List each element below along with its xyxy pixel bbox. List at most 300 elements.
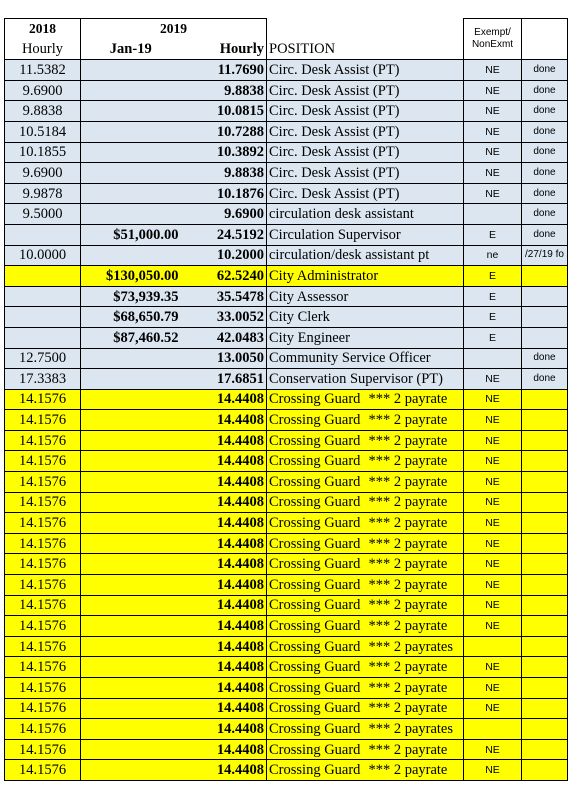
hourly-2019-cell[interactable]: 14.4408 [181, 513, 267, 534]
position-cell[interactable] [267, 513, 464, 534]
table-row [5, 245, 568, 266]
exempt-status-cell[interactable]: NE [464, 513, 522, 534]
table-row [5, 719, 568, 740]
completion-status-cell[interactable] [522, 554, 568, 575]
hourly-2019-cell[interactable]: 14.4408 [181, 554, 267, 575]
jan19-salary-cell[interactable] [81, 142, 181, 163]
exempt-status-cell[interactable]: NE [464, 595, 522, 616]
position-name: City Engineer [269, 329, 350, 346]
position-name: Circ. Desk Assist (PT) [269, 82, 400, 99]
hourly-2018-cell[interactable]: 14.1576 [5, 430, 81, 451]
completion-status-cell[interactable]: done [522, 183, 568, 204]
position-cell[interactable] [267, 369, 464, 390]
payrate-note: *** 2 payrate [368, 762, 448, 779]
position-name: Circ. Desk Assist (PT) [269, 144, 400, 161]
position-cell[interactable] [267, 348, 464, 369]
hourly-2018-cell[interactable]: 10.1855 [5, 142, 81, 163]
table-row [5, 575, 568, 596]
completion-status-cell[interactable] [522, 595, 568, 616]
jan19-salary-cell[interactable]: $130,050.00 [81, 266, 181, 287]
hourly-2018-cell[interactable]: 14.1576 [5, 760, 81, 781]
completion-status-cell[interactable] [522, 575, 568, 596]
position-name: Crossing Guard [269, 391, 361, 408]
jan19-salary-cell[interactable] [81, 80, 181, 101]
hourly-2019-cell[interactable]: 14.4408 [181, 575, 267, 596]
exempt-status-cell[interactable]: NE [464, 472, 522, 493]
position-name: Crossing Guard [269, 576, 361, 593]
position-cell[interactable] [267, 286, 464, 307]
hourly-2018-cell[interactable]: 9.8838 [5, 101, 81, 122]
position-cell[interactable] [267, 389, 464, 410]
completion-status-cell[interactable] [522, 533, 568, 554]
position-name: Circulation Supervisor [269, 226, 401, 243]
completion-status-cell[interactable] [522, 472, 568, 493]
hourly-2019-cell[interactable]: 14.4408 [181, 678, 267, 699]
jan19-salary-cell[interactable] [81, 163, 181, 184]
position-cell[interactable] [267, 554, 464, 575]
table-row [5, 183, 568, 204]
hourly-2019-cell[interactable]: 14.4408 [181, 389, 267, 410]
exempt-header-text: Exempt/ NonExmt [471, 27, 514, 51]
jan19-salary-cell[interactable] [81, 616, 181, 637]
position-cell[interactable] [267, 595, 464, 616]
position-cell[interactable] [267, 245, 464, 266]
hourly-2018-cell[interactable]: 14.1576 [5, 595, 81, 616]
hourly-2019-cell[interactable]: 14.4408 [181, 492, 267, 513]
table-row [5, 286, 568, 307]
payrate-note: *** 2 payrate [368, 741, 448, 758]
exempt-status-cell[interactable]: NE [464, 575, 522, 596]
hourly-2019-cell[interactable]: 14.4408 [181, 636, 267, 657]
hourly-2018-cell[interactable] [5, 286, 81, 307]
table-row [5, 533, 568, 554]
table-row [5, 163, 568, 184]
position-name: Crossing Guard [269, 638, 361, 655]
exempt-status-cell[interactable]: NE [464, 698, 522, 719]
jan19-salary-cell[interactable] [81, 430, 181, 451]
table-row [5, 224, 568, 245]
exempt-status-cell[interactable] [464, 204, 522, 225]
jan19-salary-cell[interactable] [81, 472, 181, 493]
jan19-salary-cell[interactable]: $51,000.00 [81, 224, 181, 245]
completion-status-cell[interactable] [522, 410, 568, 431]
position-name: Crossing Guard [269, 432, 361, 449]
hourly-2018-cell[interactable]: 9.6900 [5, 163, 81, 184]
completion-status-cell[interactable]: done [522, 60, 568, 81]
payrate-note: *** 2 payrate [368, 576, 448, 593]
jan19-salary-cell[interactable] [81, 698, 181, 719]
hourly-2018-cell[interactable]: 10.5184 [5, 121, 81, 142]
jan19-salary-cell[interactable] [81, 678, 181, 699]
exempt-status-cell[interactable]: NE [464, 142, 522, 163]
hourly-2019-cell[interactable]: 14.4408 [181, 533, 267, 554]
payrate-note: *** 2 payrate [368, 556, 448, 573]
hourly-2018-cell[interactable]: 14.1576 [5, 554, 81, 575]
position-cell[interactable] [267, 224, 464, 245]
hourly-2019-cell[interactable]: 17.6851 [181, 369, 267, 390]
payrate-note: *** 2 payrates [368, 638, 453, 655]
exempt-status-cell[interactable] [464, 636, 522, 657]
completion-status-cell[interactable]: /27/19 fo [522, 245, 568, 266]
payrate-note: *** 2 payrates [368, 720, 453, 737]
jan19-salary-cell[interactable] [81, 719, 181, 740]
position-cell[interactable] [267, 430, 464, 451]
hourly-2018-cell[interactable] [5, 224, 81, 245]
jan19-header: Jan-19 [81, 39, 181, 60]
completion-status-cell[interactable]: done [522, 142, 568, 163]
exempt-status-cell[interactable]: NE [464, 533, 522, 554]
table-row [5, 492, 568, 513]
position-cell[interactable] [267, 60, 464, 81]
hourly-2018-cell[interactable]: 14.1576 [5, 451, 81, 472]
hourly-2019-cell[interactable]: 14.4408 [181, 430, 267, 451]
payrate-note: *** 2 payrate [368, 473, 448, 490]
hourly-2018-cell[interactable]: 14.1576 [5, 616, 81, 637]
exempt-status-cell[interactable]: NE [464, 616, 522, 637]
payrate-note: *** 2 payrate [368, 535, 448, 552]
jan19-salary-cell[interactable] [81, 410, 181, 431]
exempt-status-cell[interactable]: NE [464, 183, 522, 204]
year-2019-header: 2019 [81, 19, 267, 40]
hourly-2019-cell[interactable]: 11.7690 [181, 60, 267, 81]
table-row [5, 472, 568, 493]
exempt-status-cell[interactable]: NE [464, 657, 522, 678]
completion-status-cell[interactable] [522, 307, 568, 328]
table-row [5, 595, 568, 616]
payrate-note: *** 2 payrate [368, 432, 448, 449]
hourly-2019-cell[interactable]: 14.4408 [181, 657, 267, 678]
position-name: Crossing Guard [269, 535, 361, 552]
exempt-status-cell[interactable]: NE [464, 101, 522, 122]
completion-status-cell[interactable] [522, 389, 568, 410]
exempt-status-cell[interactable]: NE [464, 760, 522, 781]
completion-status-cell[interactable] [522, 266, 568, 287]
hourly-2018-cell[interactable]: 14.1576 [5, 636, 81, 657]
hourly-2018-cell[interactable]: 14.1576 [5, 533, 81, 554]
exempt-status-cell[interactable]: NE [464, 451, 522, 472]
position-cell[interactable] [267, 183, 464, 204]
exempt-status-cell[interactable]: NE [464, 492, 522, 513]
jan19-salary-cell[interactable] [81, 575, 181, 596]
completion-status-cell[interactable] [522, 678, 568, 699]
table-row [5, 657, 568, 678]
jan19-salary-cell[interactable] [81, 183, 181, 204]
header-row-years [5, 19, 568, 40]
jan19-salary-cell[interactable] [81, 60, 181, 81]
position-cell[interactable] [267, 472, 464, 493]
completion-status-cell[interactable] [522, 492, 568, 513]
hourly-2018-header: Hourly [5, 39, 81, 60]
hourly-2018-cell[interactable]: 14.1576 [5, 657, 81, 678]
hourly-2018-cell[interactable]: 9.9878 [5, 183, 81, 204]
hourly-2018-cell[interactable] [5, 266, 81, 287]
jan19-salary-cell[interactable] [81, 760, 181, 781]
completion-status-cell[interactable] [522, 513, 568, 534]
hourly-2018-cell[interactable]: 17.3383 [5, 369, 81, 390]
table-row [5, 389, 568, 410]
completion-status-cell[interactable] [522, 698, 568, 719]
table-row [5, 60, 568, 81]
exempt-status-cell[interactable]: NE [464, 80, 522, 101]
payrate-note: *** 2 payrate [368, 453, 448, 470]
jan19-salary-cell[interactable]: $73,939.35 [81, 286, 181, 307]
hourly-2018-cell[interactable]: 9.5000 [5, 204, 81, 225]
hourly-2018-cell[interactable]: 14.1576 [5, 389, 81, 410]
position-cell[interactable] [267, 492, 464, 513]
position-name: Crossing Guard [269, 762, 361, 779]
exempt-status-cell[interactable] [464, 348, 522, 369]
exempt-status-cell[interactable]: NE [464, 389, 522, 410]
position-cell[interactable] [267, 266, 464, 287]
table-row [5, 142, 568, 163]
hourly-2018-cell[interactable]: 14.1576 [5, 575, 81, 596]
hourly-2019-cell[interactable]: 35.5478 [181, 286, 267, 307]
hourly-2019-cell[interactable]: 42.0483 [181, 327, 267, 348]
completion-status-cell[interactable]: done [522, 121, 568, 142]
completion-status-cell[interactable] [522, 430, 568, 451]
position-cell[interactable] [267, 121, 464, 142]
hourly-2019-cell[interactable]: 9.8838 [181, 80, 267, 101]
completion-status-cell[interactable]: done [522, 348, 568, 369]
completion-status-cell[interactable] [522, 616, 568, 637]
blank-status-header [522, 19, 568, 40]
exempt-status-cell[interactable]: NE [464, 554, 522, 575]
position-name: circulation/desk assistant pt [269, 247, 430, 264]
hourly-2019-cell[interactable]: 24.5192 [181, 224, 267, 245]
jan19-salary-cell[interactable] [81, 369, 181, 390]
jan19-salary-cell[interactable] [81, 245, 181, 266]
position-name: circulation desk assistant [269, 206, 414, 223]
exempt-status-cell[interactable]: E [464, 327, 522, 348]
jan19-salary-cell[interactable] [81, 348, 181, 369]
position-cell[interactable] [267, 719, 464, 740]
position-name: Crossing Guard [269, 473, 361, 490]
table-row [5, 513, 568, 534]
hourly-2019-cell[interactable]: 13.0050 [181, 348, 267, 369]
hourly-2019-cell[interactable]: 14.4408 [181, 410, 267, 431]
position-cell[interactable] [267, 760, 464, 781]
hourly-2019-cell[interactable]: 9.6900 [181, 204, 267, 225]
hourly-2018-cell[interactable]: 14.1576 [5, 719, 81, 740]
completion-status-cell[interactable]: done [522, 101, 568, 122]
payrate-note: *** 2 payrate [368, 515, 448, 532]
completion-status-cell[interactable]: done [522, 163, 568, 184]
completion-status-cell[interactable] [522, 739, 568, 760]
position-name: Crossing Guard [269, 453, 361, 470]
position-name: Circ. Desk Assist (PT) [269, 164, 400, 181]
position-cell[interactable] [267, 575, 464, 596]
table-row [5, 410, 568, 431]
jan19-salary-cell[interactable] [81, 121, 181, 142]
position-cell[interactable] [267, 410, 464, 431]
hourly-2018-cell[interactable] [5, 307, 81, 328]
position-name: City Administrator [269, 267, 379, 284]
jan19-salary-cell[interactable] [81, 101, 181, 122]
position-cell[interactable] [267, 101, 464, 122]
exempt-status-cell[interactable]: E [464, 224, 522, 245]
hourly-2019-cell[interactable]: 14.4408 [181, 698, 267, 719]
jan19-salary-cell[interactable] [81, 389, 181, 410]
exempt-status-cell[interactable]: NE [464, 410, 522, 431]
completion-status-cell[interactable] [522, 657, 568, 678]
payrate-note: *** 2 payrate [368, 659, 448, 676]
position-name: Crossing Guard [269, 659, 361, 676]
hourly-2019-cell[interactable]: 14.4408 [181, 719, 267, 740]
hourly-2019-cell[interactable]: 14.4408 [181, 472, 267, 493]
hourly-2019-cell[interactable]: 10.3892 [181, 142, 267, 163]
jan19-salary-cell[interactable] [81, 204, 181, 225]
exempt-status-cell[interactable]: E [464, 266, 522, 287]
payrate-note: *** 2 payrate [368, 618, 448, 635]
year-2018-header: 2018 [5, 19, 81, 40]
hourly-2018-cell[interactable]: 14.1576 [5, 472, 81, 493]
completion-status-cell[interactable] [522, 327, 568, 348]
table-row [5, 348, 568, 369]
hourly-2019-cell[interactable]: 14.4408 [181, 739, 267, 760]
completion-status-cell[interactable]: done [522, 224, 568, 245]
hourly-2018-cell[interactable]: 14.1576 [5, 513, 81, 534]
hourly-2019-cell[interactable]: 14.4408 [181, 760, 267, 781]
table-row [5, 101, 568, 122]
hourly-2019-cell[interactable]: 10.1876 [181, 183, 267, 204]
exempt-status-cell[interactable] [464, 719, 522, 740]
hourly-2018-cell[interactable]: 14.1576 [5, 410, 81, 431]
hourly-2019-cell[interactable]: 33.0052 [181, 307, 267, 328]
table-row [5, 616, 568, 637]
hourly-2018-cell[interactable]: 14.1576 [5, 698, 81, 719]
jan19-salary-cell[interactable]: $68,650.79 [81, 307, 181, 328]
jan19-salary-cell[interactable] [81, 739, 181, 760]
salary-table [4, 18, 568, 781]
position-name: Conservation Supervisor (PT) [269, 370, 443, 387]
position-cell[interactable] [267, 451, 464, 472]
spreadsheet [4, 18, 568, 781]
hourly-2019-cell[interactable]: 14.4408 [181, 616, 267, 637]
position-name: Crossing Guard [269, 597, 361, 614]
position-cell[interactable] [267, 204, 464, 225]
payrate-note: *** 2 payrate [368, 391, 448, 408]
table-row [5, 80, 568, 101]
table-row [5, 678, 568, 699]
table-row [5, 266, 568, 287]
completion-status-cell[interactable] [522, 451, 568, 472]
position-cell[interactable] [267, 616, 464, 637]
payrate-note: *** 2 payrate [368, 679, 448, 696]
hourly-2018-cell[interactable]: 10.0000 [5, 245, 81, 266]
jan19-salary-cell[interactable]: $87,460.52 [81, 327, 181, 348]
position-cell[interactable] [267, 678, 464, 699]
position-name: Circ. Desk Assist (PT) [269, 61, 400, 78]
table-row [5, 121, 568, 142]
completion-status-cell[interactable] [522, 719, 568, 740]
exempt-status-cell[interactable]: NE [464, 430, 522, 451]
position-cell[interactable] [267, 327, 464, 348]
exempt-status-cell[interactable]: NE [464, 121, 522, 142]
table-row [5, 451, 568, 472]
exempt-status-cell[interactable]: E [464, 286, 522, 307]
table-row [5, 327, 568, 348]
position-name: Circ. Desk Assist (PT) [269, 103, 400, 120]
exempt-status-cell[interactable]: NE [464, 678, 522, 699]
exempt-status-cell[interactable]: NE [464, 60, 522, 81]
position-cell[interactable] [267, 307, 464, 328]
position-name: Crossing Guard [269, 556, 361, 573]
position-cell[interactable] [267, 80, 464, 101]
completion-status-cell[interactable]: done [522, 80, 568, 101]
hourly-2019-cell[interactable]: 10.0815 [181, 101, 267, 122]
exempt-status-cell[interactable]: E [464, 307, 522, 328]
jan19-salary-cell[interactable] [81, 636, 181, 657]
completion-status-cell[interactable]: done [522, 204, 568, 225]
hourly-2019-cell[interactable]: 10.7288 [181, 121, 267, 142]
exempt-status-cell[interactable]: ne [464, 245, 522, 266]
position-cell[interactable] [267, 163, 464, 184]
blank-status-header-2 [522, 39, 568, 60]
completion-status-cell[interactable]: done [522, 369, 568, 390]
hourly-2019-cell[interactable]: 62.5240 [181, 266, 267, 287]
hourly-2019-cell[interactable]: 14.4408 [181, 595, 267, 616]
hourly-2018-cell[interactable]: 11.5382 [5, 60, 81, 81]
blank-header-cell [267, 19, 464, 40]
table-row [5, 739, 568, 760]
hourly-2019-cell[interactable]: 9.8838 [181, 163, 267, 184]
position-cell[interactable] [267, 636, 464, 657]
completion-status-cell[interactable] [522, 760, 568, 781]
table-row [5, 554, 568, 575]
payrate-note: *** 2 payrate [368, 597, 448, 614]
jan19-salary-cell[interactable] [81, 451, 181, 472]
position-cell[interactable] [267, 739, 464, 760]
jan19-salary-cell[interactable] [81, 554, 181, 575]
hourly-2018-cell[interactable]: 9.6900 [5, 80, 81, 101]
position-name: Crossing Guard [269, 679, 361, 696]
jan19-salary-cell[interactable] [81, 657, 181, 678]
table-row [5, 430, 568, 451]
exempt-status-cell[interactable]: NE [464, 369, 522, 390]
hourly-2019-header: Hourly [181, 39, 267, 60]
hourly-2018-cell[interactable]: 14.1576 [5, 678, 81, 699]
position-name: Crossing Guard [269, 720, 361, 737]
hourly-2018-cell[interactable]: 14.1576 [5, 739, 81, 760]
position-cell[interactable] [267, 533, 464, 554]
position-name: City Clerk [269, 309, 330, 326]
position-name: Circ. Desk Assist (PT) [269, 123, 400, 140]
position-cell[interactable] [267, 698, 464, 719]
position-name: Crossing Guard [269, 412, 361, 429]
hourly-2019-cell[interactable]: 14.4408 [181, 451, 267, 472]
payrate-note: *** 2 payrate [368, 494, 448, 511]
exempt-status-cell[interactable]: NE [464, 163, 522, 184]
hourly-2019-cell[interactable]: 10.2000 [181, 245, 267, 266]
position-name: City Assessor [269, 288, 349, 305]
jan19-salary-cell[interactable] [81, 492, 181, 513]
completion-status-cell[interactable] [522, 636, 568, 657]
jan19-salary-cell[interactable] [81, 513, 181, 534]
position-cell[interactable] [267, 142, 464, 163]
completion-status-cell[interactable] [522, 286, 568, 307]
hourly-2018-cell[interactable]: 12.7500 [5, 348, 81, 369]
table-row [5, 369, 568, 390]
table-row [5, 760, 568, 781]
jan19-salary-cell[interactable] [81, 533, 181, 554]
exempt-header [464, 19, 522, 60]
exempt-status-cell[interactable]: NE [464, 739, 522, 760]
jan19-salary-cell[interactable] [81, 595, 181, 616]
position-cell[interactable] [267, 657, 464, 678]
hourly-2018-cell[interactable] [5, 327, 81, 348]
hourly-2018-cell[interactable]: 14.1576 [5, 492, 81, 513]
position-name: Crossing Guard [269, 700, 361, 717]
